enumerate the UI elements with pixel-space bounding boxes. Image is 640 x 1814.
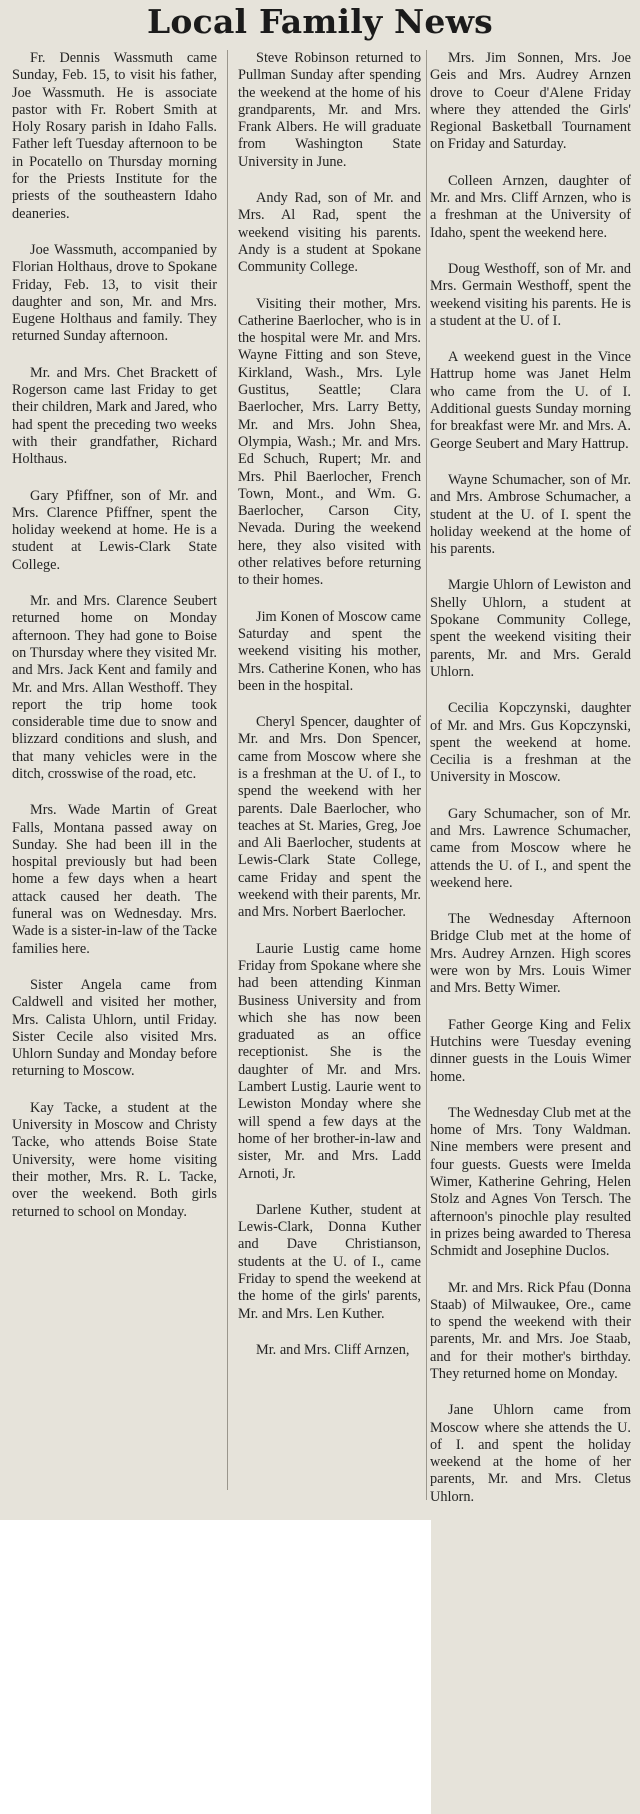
news-item: Darlene Kuther, student at Lewis-Clark, Donna Kuther and Dave Christianson, students at the U. of I., came Friday to spend the weekend at the home of the girls' parents, Mr. and Mrs. Len Kuther. [238, 1201, 421, 1322]
news-item: Cecilia Kopczynski, daughter of Mr. and Mrs. Gus Kopczynski, spent the weekend at home. Cecilia is a freshman at the University in Moscow. [430, 700, 631, 786]
news-item: Gary Pfiffner, son of Mr. and Mrs. Clarence Pfiffner, spent the holiday weekend at home. He is a student at Lewis-Clark State College. [12, 487, 217, 573]
headline: Local Family News [147, 2, 493, 41]
news-item: Joe Wassmuth, accompanied by Florian Holthaus, drove to Spokane Friday, Feb. 13, to visit their daughter and son, Mr. and Mrs. Eugene Holthaus and family. They returned Sunday afternoon. [12, 241, 217, 345]
news-item: Mrs. Wade Martin of Great Falls, Montana passed away on Sunday. She had been ill in the hospital previously but had been home a few days when a heart attack caused her death. The funeral was on Wednesday. Mrs. Wade is a sister-in-law of the Tacke families here. [12, 802, 217, 957]
news-item: Jane Uhlorn came from Moscow where she attends the U. of I. and spent the holiday weekend at the home of her parents, Mr. and Mrs. Cletus Uhlorn. [430, 1402, 631, 1505]
column-rule-1 [227, 50, 228, 1490]
news-item: Doug Westhoff, son of Mr. and Mrs. Germain Westhoff, spent the weekend visiting his parents. He is a student at the U. of I. [430, 260, 631, 329]
news-item: A weekend guest in the Vince Hattrup home was Janet Helm who came from the U. of I. Additional guests Sunday morning for breakfast were Mr. and Mrs. A. George Seubert and Mary Hattrup. [430, 349, 631, 452]
news-item: Colleen Arnzen, daughter of Mr. and Mrs. Cliff Arnzen, who is a freshman at the University of Idaho, spent the weekend here. [430, 172, 631, 241]
news-item: Laurie Lustig came home Friday from Spokane where she had been attending Kinman Business University and from which she has now been graduated as an office receptionist. She is the daughter of Mr. and Mrs. Lambert Lustig. Laurie went to Lewiston Monday where she will spend a few days at the home of her brother-in-law and sister, Mr. and Mrs. Ladd Arnoti, Jr. [238, 940, 421, 1182]
news-item: Visiting their mother, Mrs. Catherine Baerlocher, who is in the hospital were Mr. and Mrs. Wayne Fitting and son Steve, Kirkland, Wash., Mrs. Lyle Gustitus, Seattle; Clara Baerlocher, Mrs. Larry Betty, Mr. and Mrs. John Shea, Olympia, Wash.; Mr. and Mrs. Ed Schuch, Rupert; Mr. and Mrs. Phil Baerlocher, French Town, Mont., and Wm. G. Baerlocher, Carson City, Nevada. During the weekend here, they also visited with other relatives before returning to their homes. [238, 295, 421, 589]
news-item: Mr. and Mrs. Chet Brackett of Rogerson came last Friday to get their children, Mark and Jared, who had spent the preceding two weeks with their grandfather, Richard Holthaus. [12, 364, 217, 468]
news-item: Cheryl Spencer, daughter of Mr. and Mrs. Don Spencer, came from Moscow where she is a freshman at the U. of I., to spend the weekend with her parents. Dale Baerlocher, who teaches at St. Maries, Greg, Joe and Ali Baerlocher, students at Lewis-Clark State College, came Friday and spent the weekend with their parents, Mr. and Mrs. Norbert Baerlocher. [238, 714, 421, 921]
column-2 [238, 50, 421, 1378]
news-item: Andy Rad, son of Mr. and Mrs. Al Rad, spent the weekend visiting his parents. Andy is a student at Spokane Community College. [238, 190, 421, 276]
news-item: Margie Uhlorn of Lewiston and Shelly Uhlorn, a student at Spokane Community College, spent the weekend visiting their parents, Mr. and Mrs. Gerald Uhlorn. [430, 577, 631, 680]
news-item: The Wednesday Afternoon Bridge Club met at the home of Mrs. Audrey Arnzen. High scores were won by Mrs. Louis Wimer and Mrs. Betty Wimer. [430, 911, 631, 997]
news-item: Wayne Schumacher, son of Mr. and Mrs. Ambrose Schumacher, a student at the U. of I. spent the holiday weekend at the home of his parents. [430, 471, 631, 558]
column-3 [430, 50, 631, 1525]
news-item: Mr. and Mrs. Rick Pfau (Donna Staab) of Milwaukee, Ore., came to spend the weekend with their parents, Mr. and Mrs. Joe Staab, and for their mother's birthday. They returned home on Monday. [430, 1279, 631, 1382]
clipping-paper-right-tail [431, 1518, 640, 1814]
news-item: Father George King and Felix Hutchins were Tuesday evening dinner guests in the Louis Wimer home. [430, 1016, 631, 1085]
news-item: Mr. and Mrs. Clarence Seubert returned home on Monday afternoon. They had gone to Boise on Thursday where they visited Mr. and Mrs. Jack Kent and family and Mr. and Mrs. Allan Westhoff. They report the trip home took considerable time due to snow and blizzard conditions and slush, and that many vehicles were in the ditch, crosswise of the road, etc. [12, 593, 217, 782]
news-item: Fr. Dennis Wassmuth came Sunday, Feb. 15, to visit his father, Joe Wassmuth. He is associate pastor with Fr. Robert Smith at Holy Rosary parish in Idaho Falls. Father left Tuesday afternoon to be in Pocatello on Thursday morning for the Priests Institute for the priests of the southeastern Idaho deaneries. [12, 50, 217, 222]
news-item: The Wednesday Club met at the home of Mrs. Tony Waldman. Nine members were present and four guests. Guests were Imelda Wimer, Katherine Gehring, Helen Stolz and Agnes Von Tersch. The afternoon's pinochle play resulted in prizes being awarded to Theresa Schmidt and Josephine Duclos. [430, 1104, 631, 1260]
news-item: Jim Konen of Moscow came Saturday and spent the weekend visiting his mother, Mrs. Catherine Konen, who has been in the hospital. [238, 608, 421, 694]
column-1 [12, 50, 217, 1240]
news-item: Mrs. Jim Sonnen, Mrs. Joe Geis and Mrs. Audrey Arnzen drove to Coeur d'Alene Friday where they attended the Girls' Regional Basketball Tournament on Friday and Saturday. [430, 50, 631, 153]
news-item: Sister Angela came from Caldwell and visited her mother, Mrs. Calista Uhlorn, until Friday. Sister Cecile also visited Mrs. Uhlorn Sunday and Monday before returning to Moscow. [12, 976, 217, 1080]
news-item: Mr. and Mrs. Cliff Arnzen, [256, 1341, 410, 1358]
news-item: Steve Robinson returned to Pullman Sunday after spending the weekend at the home of his grandparents, Mr. and Mrs. Frank Albers. He will graduate from Washington State University in June. [238, 50, 421, 170]
news-item: Kay Tacke, a student at the University in Moscow and Christy Tacke, who attends Boise State University, were home visiting their mother, Mrs. R. L. Tacke, over the weekend. Both girls returned to school on Monday. [12, 1099, 217, 1220]
news-item: Gary Schumacher, son of Mr. and Mrs. Lawrence Schumacher, came from Moscow where he attends the U. of I., and spent the weekend here. [430, 805, 631, 891]
column-rule-2 [426, 50, 427, 1500]
